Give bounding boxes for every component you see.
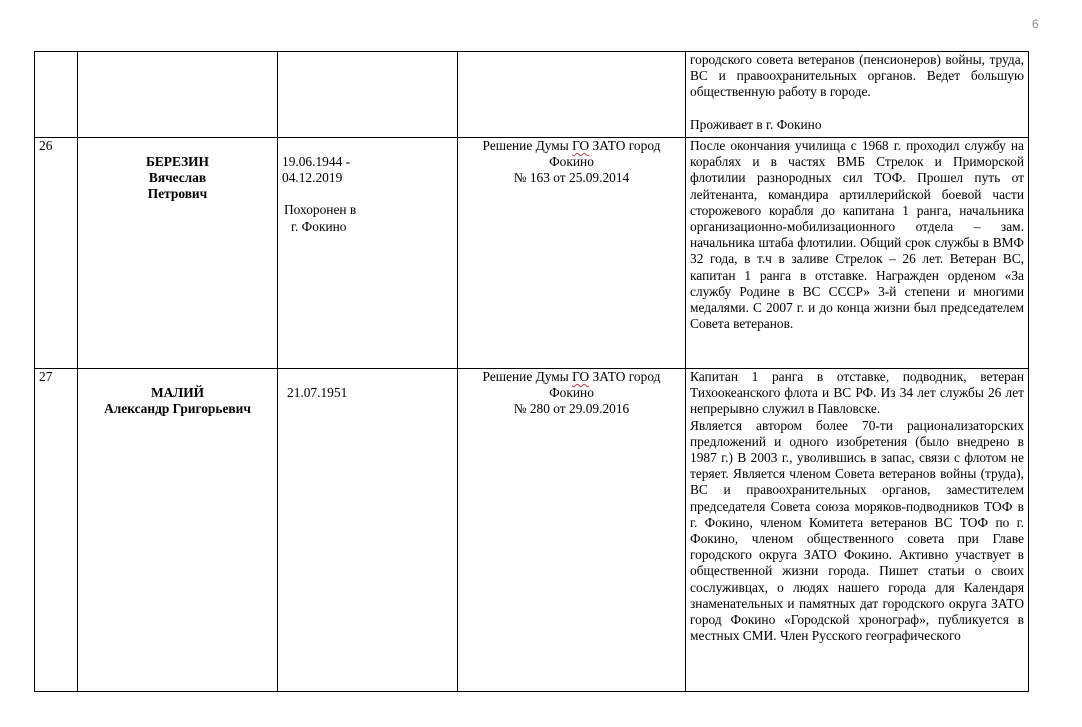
- burial-text: Похоронен в: [284, 202, 357, 218]
- residence-text: Проживает в г. Фокино: [690, 116, 822, 132]
- name-cell: [78, 369, 278, 692]
- table-row: [35, 369, 1029, 692]
- name-cell: [78, 138, 278, 369]
- decision-cell: [458, 138, 686, 369]
- page-number: 6: [1032, 17, 1039, 31]
- birth-date: 19.06.1944 -: [282, 154, 351, 169]
- biography-paragraph: Является автором более 70-ти рационализаторских предложений и одного изобретения (было внедрено в 1987 г.) В 2003 г., уволившись в запас, связи с флотом не теряет. Является членом Совета ветеранов войны (труда), ВС и правоохранительных органов, заместителем председателя Совета союза моряков-подводников ТОФ в г. Фокино, членом Комитета ветеранов ВС ТОФ по г. Фокино, членом общественного совета при Главе городского округа ЗАТО Фокино. Активно участвует в общественной жизни города. Пишет статьи о своих сослуживцах, о людях нашего города для Календаря знаменательных и памятных дат городского округа ЗАТО город Фокино «Городской хронограф», публикуется в местных СМИ. Член Русского географического: [690, 417, 1024, 644]
- decision-title: Решение Думы ГО ЗАТО город: [482, 138, 661, 153]
- patronymic: Петрович: [147, 186, 208, 202]
- dates-cell: [278, 138, 458, 369]
- biography-cell: [686, 138, 1029, 369]
- decision-number: № 280 от 29.09.2016: [513, 401, 630, 417]
- first-name: Вячеслав: [148, 170, 207, 186]
- row-number-cell: [35, 52, 78, 138]
- surname: МАЛИЙ: [150, 385, 205, 400]
- veterans-table: [34, 51, 1029, 692]
- decision-cell: [458, 369, 686, 692]
- row-number-cell: 27: [35, 369, 78, 692]
- first-name-patronymic: Александр Григорьевич: [104, 401, 251, 417]
- dates-cell: [278, 52, 458, 138]
- biography-cell: [686, 52, 1029, 138]
- biography-cell: [686, 369, 1029, 692]
- surname: БЕРЕЗИН: [146, 154, 209, 169]
- decision-cell: [458, 52, 686, 138]
- name-cell: [78, 52, 278, 138]
- birth-date: 21.07.1951: [287, 385, 348, 400]
- table-row: [35, 52, 1029, 138]
- decision-title: Решение Думы ГО ЗАТО город: [482, 369, 661, 384]
- death-date: 04.12.2019: [282, 170, 343, 186]
- table-row: [35, 138, 1029, 369]
- dates-cell: [278, 369, 458, 692]
- decision-number: № 163 от 25.09.2014: [513, 170, 630, 186]
- burial-place: г. Фокино: [291, 218, 347, 234]
- biography-paragraph: После окончания училища с 1968 г. проходил службу на кораблях и в частях ВМБ Стрелок и Приморской флотилии разнородных сил ТОФ. Прошел путь от лейтенанта, командира артиллерийской боевой части сторожевого корабля до капитана 1 ранга, начальника организационно-мобилизационного отдела – зам. начальника штаба флотилии. Общий срок службы в ВМФ 32 года, в т.ч в заливе Стрелок – 26 лет. Ветеран ВС, капитан 1 ранга в отставке. Награжден орденом «За службу Родине в ВС СССР» 3-й степени и многими медалями. С 2007 г. и до конца жизни был председателем Совета ветеранов.: [690, 138, 1024, 332]
- decision-city: Фокино: [549, 385, 594, 401]
- biography-paragraph: Капитан 1 ранга в отставке, подводник, ветеран Тихоокеанского флота и ВС РФ. Из 34 лет службы 26 лет непрерывно служил в Павловске.: [690, 369, 1024, 417]
- decision-city: Фокино: [549, 154, 594, 170]
- biography-paragraph: городского совета ветеранов (пенсионеров) войны, труда, ВС и правоохранительных органов. Ведет большую общественную работу в городе.: [690, 52, 1024, 100]
- row-number-cell: 26: [35, 138, 78, 369]
